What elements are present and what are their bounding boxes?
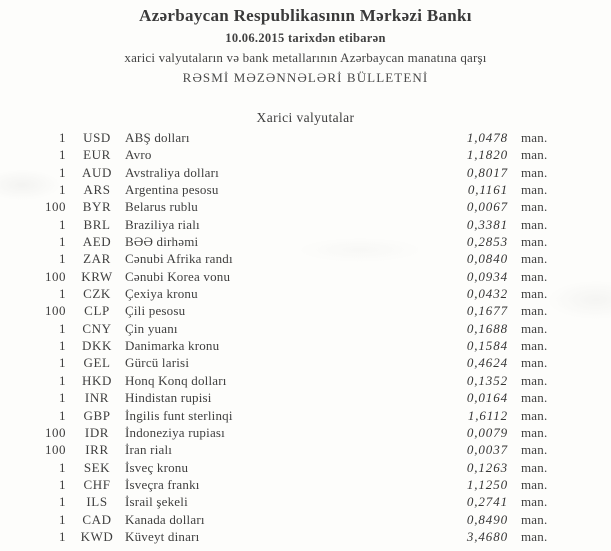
row-currency-code: ARS (83, 182, 111, 198)
table-row (0, 337, 611, 354)
row-quantity: 1 (59, 251, 66, 267)
row-quantity: 1 (59, 355, 66, 371)
row-unit-label: man. (521, 182, 548, 198)
row-unit-label: man. (521, 147, 548, 163)
row-currency-name: İsveçra frankı (125, 476, 200, 492)
table-row (0, 129, 611, 146)
table-row (0, 285, 611, 302)
row-quantity: 100 (45, 268, 66, 284)
row-quantity: 100 (45, 303, 66, 319)
row-rate-value: 0,0067 (466, 199, 508, 215)
row-currency-name: Hindistan rupisi (125, 390, 212, 406)
row-currency-name: Argentina pesosu (125, 182, 219, 198)
row-currency-name: Honq Konq dolları (125, 372, 227, 388)
row-rate-value: 1,1250 (466, 476, 508, 492)
table-row (0, 233, 611, 250)
table-row (0, 372, 611, 389)
row-rate-value: 0,1584 (466, 338, 508, 354)
row-quantity: 100 (45, 442, 66, 458)
row-rate-value: 0,2853 (466, 234, 508, 250)
rates-table (0, 129, 611, 545)
row-unit-label: man. (521, 338, 548, 354)
row-rate-value: 1,6112 (467, 407, 508, 423)
row-rate-value: 0,4624 (466, 355, 508, 371)
row-rate-value: 0,1677 (466, 303, 508, 319)
row-unit-label: man. (521, 199, 548, 215)
row-currency-name: Braziliya rialı (125, 216, 200, 232)
row-currency-code: CZK (83, 286, 111, 302)
row-currency-name: Küveyt dinarı (125, 528, 200, 544)
row-unit-label: man. (521, 476, 548, 492)
row-currency-code: DKK (82, 338, 112, 354)
table-row (0, 216, 611, 233)
row-rate-value: 0,1352 (466, 372, 508, 388)
row-unit-label: man. (521, 494, 548, 510)
row-currency-code: HKD (82, 372, 112, 388)
row-unit-label: man. (521, 390, 548, 406)
row-rate-value: 0,8017 (466, 164, 508, 180)
row-currency-name: Cənubi Korea vonu (125, 268, 231, 284)
row-unit-label: man. (521, 407, 548, 423)
row-currency-name: Çexiya kronu (125, 286, 198, 302)
table-row (0, 441, 611, 458)
row-quantity: 1 (59, 147, 66, 163)
row-currency-code: KRW (81, 268, 113, 284)
row-currency-name: İsveç kronu (125, 459, 189, 475)
row-rate-value: 3,4680 (466, 528, 508, 544)
row-currency-code: BYR (82, 199, 112, 215)
row-unit-label: man. (521, 164, 548, 180)
row-quantity: 1 (59, 511, 66, 527)
row-rate-value: 0,0164 (466, 390, 508, 406)
row-currency-code: CLP (84, 303, 110, 319)
bulletin-title: RƏSMİ MƏZƏNNƏLƏRİ BÜLLETENİ (182, 70, 429, 85)
section-title-foreign-currencies: Xarici valyutalar (256, 110, 355, 125)
row-currency-name: Cənubi Afrika randı (125, 251, 233, 267)
row-unit-label: man. (521, 234, 548, 250)
row-currency-name: Danimarka kronu (125, 338, 220, 354)
row-unit-label: man. (521, 459, 548, 475)
row-quantity: 1 (59, 164, 66, 180)
table-row (0, 476, 611, 493)
row-currency-code: SEK (83, 459, 111, 475)
row-currency-code: CAD (82, 511, 112, 527)
row-unit-label: man. (521, 372, 548, 388)
row-unit-label: man. (521, 424, 548, 440)
row-quantity: 1 (59, 286, 66, 302)
row-rate-value: 1,1820 (466, 147, 508, 163)
row-currency-code: IRR (85, 442, 109, 458)
row-currency-code: USD (83, 130, 111, 145)
row-rate-value: 0,1688 (466, 320, 508, 336)
row-quantity: 1 (59, 476, 66, 492)
table-row (0, 146, 611, 163)
row-currency-name: Çin yuanı (125, 320, 178, 336)
row-currency-code: AUD (82, 164, 112, 180)
table-row (0, 407, 611, 424)
row-unit-label: man. (521, 320, 548, 336)
row-quantity: 1 (59, 494, 66, 510)
row-rate-value: 0,0934 (466, 268, 508, 284)
row-unit-label: man. (521, 251, 548, 267)
row-quantity: 100 (45, 424, 66, 440)
row-currency-code: KWD (80, 528, 114, 544)
table-row (0, 302, 611, 319)
row-currency-name: Çili pesosu (125, 303, 186, 319)
row-rate-value: 0,2741 (466, 494, 508, 510)
table-row (0, 164, 611, 181)
row-quantity: 1 (59, 459, 66, 475)
row-unit-label: man. (521, 303, 548, 319)
row-currency-code: INR (84, 390, 110, 406)
row-currency-code: IDR (84, 424, 110, 440)
row-unit-label: man. (521, 442, 548, 458)
row-quantity: 100 (45, 199, 66, 215)
row-unit-label: man. (521, 355, 548, 371)
row-rate-value: 0,0079 (466, 424, 508, 440)
row-currency-name: İsrail şekeli (125, 494, 188, 510)
table-row (0, 459, 611, 476)
table-row (0, 354, 611, 371)
row-unit-label: man. (521, 130, 548, 145)
row-rate-value: 0,1161 (467, 182, 508, 198)
table-row (0, 493, 611, 510)
row-currency-name: İndoneziya rupiası (125, 424, 225, 440)
row-rate-value: 0,0840 (466, 251, 508, 267)
table-row (0, 511, 611, 528)
row-quantity: 1 (59, 372, 66, 388)
row-currency-code: ILS (86, 494, 108, 510)
row-unit-label: man. (521, 511, 548, 527)
row-currency-name: ABŞ dolları (125, 130, 190, 145)
row-rate-value: 0,0432 (466, 286, 508, 302)
row-rate-value: 0,0037 (466, 442, 508, 458)
effective-date-line: 10.06.2015 tarixdən etibarən (225, 31, 386, 45)
table-row (0, 198, 611, 215)
table-row (0, 181, 611, 198)
row-quantity: 1 (59, 528, 66, 544)
table-row (0, 528, 611, 545)
row-rate-value: 1,0478 (466, 130, 508, 145)
row-quantity: 1 (59, 338, 66, 354)
row-rate-value: 0,1263 (466, 459, 508, 475)
row-currency-name: BƏƏ dirhəmi (125, 234, 199, 250)
row-quantity: 1 (59, 407, 66, 423)
row-quantity: 1 (59, 216, 66, 232)
row-currency-code: BRL (83, 216, 111, 232)
row-unit-label: man. (521, 216, 548, 232)
table-row (0, 389, 611, 406)
row-quantity: 1 (59, 390, 66, 406)
document-header (0, 6, 611, 86)
table-row (0, 320, 611, 337)
row-currency-name: Belarus rublu (125, 199, 199, 215)
row-unit-label: man. (521, 528, 548, 544)
row-unit-label: man. (521, 286, 548, 302)
row-rate-value: 0,3381 (466, 216, 508, 232)
row-currency-name: Avstraliya dolları (125, 164, 219, 180)
row-quantity: 1 (59, 234, 66, 250)
row-quantity: 1 (59, 182, 66, 198)
row-currency-code: EUR (83, 147, 111, 163)
row-currency-code: GBP (83, 407, 111, 423)
table-row (0, 424, 611, 441)
row-currency-code: ZAR (83, 251, 111, 267)
row-quantity: 1 (59, 130, 66, 145)
row-currency-name: Kanada dolları (125, 511, 205, 527)
row-currency-name: İngilis funt sterlinqi (125, 407, 233, 423)
row-currency-name: Avro (125, 147, 152, 163)
row-rate-value: 0,8490 (466, 511, 508, 527)
row-currency-code: AED (82, 234, 112, 250)
bank-name-title: Azərbaycan Respublikasının Mərkəzi Bankı (139, 6, 472, 25)
row-currency-name: Gürcü larisi (125, 355, 190, 371)
row-quantity: 1 (59, 320, 66, 336)
row-unit-label: man. (521, 268, 548, 284)
row-currency-code: CHF (83, 476, 111, 492)
row-currency-name: İran rialı (125, 442, 173, 458)
row-currency-code: CNY (82, 320, 112, 336)
table-row (0, 268, 611, 285)
table-row (0, 250, 611, 267)
row-currency-code: GEL (83, 355, 111, 371)
subtitle-line: xarici valyutaların və bank metallarının Azərbaycan manatına qarşı (124, 50, 487, 65)
